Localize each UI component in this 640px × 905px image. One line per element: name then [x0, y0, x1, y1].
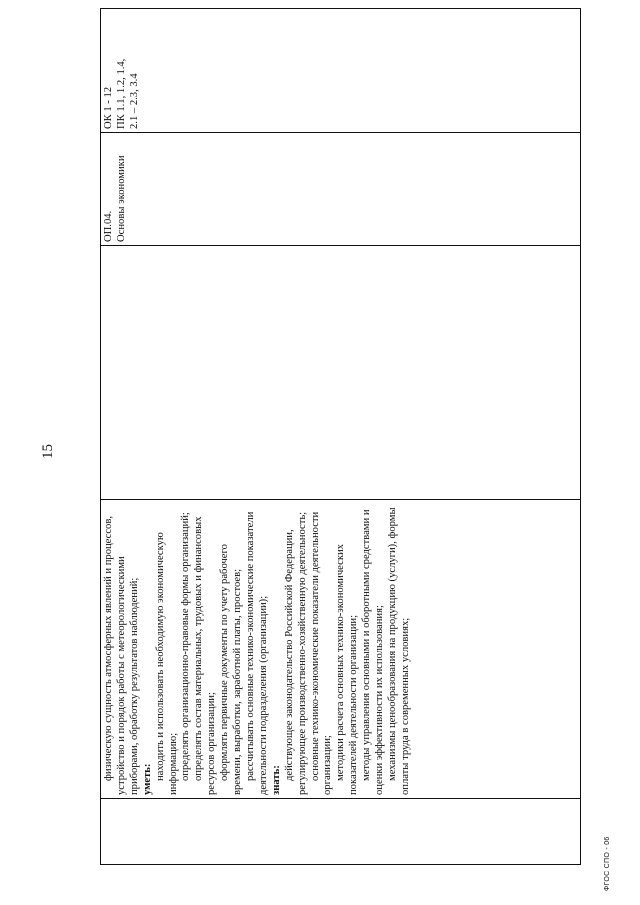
competencies-pk-cont: 2.1 – 2.3, 3.4 [128, 73, 140, 129]
hours-cell [101, 246, 581, 500]
index-cell [101, 799, 581, 865]
content-paragraph: физическую сущность атмосферных явлений и процессов, устройство и порядок работы с метеорологическими приборами, обработку результатов наблюдений; [103, 516, 140, 795]
content-paragraph: оформлять первичные документы по учету рабочего времени, выработки, заработной платы, простоев; [219, 544, 244, 795]
content-paragraph: действующее законодательство Российской Федерации, регулирующее производственно-хозяйственную деятельность; [283, 511, 308, 795]
footer-text: ФГОС СПО - 06 [604, 836, 611, 891]
competencies-ok: ОК 1 - 12 [103, 86, 114, 129]
content-paragraph: рассчитывать основные технико-экономические показатели деятельности подразделения (организации); [244, 511, 269, 795]
curriculum-table [100, 8, 581, 865]
competencies-cell [101, 9, 581, 133]
section-heading: знать: [270, 765, 282, 795]
page-number: 15 [40, 444, 56, 459]
table-row [101, 9, 581, 865]
discipline-cell [101, 133, 581, 246]
content-list [103, 503, 413, 795]
content-paragraph: определять состав материальных, трудовых и финансовых ресурсов организации; [193, 516, 218, 795]
content-cell [101, 500, 581, 799]
discipline-name: Основы экономики [115, 155, 127, 242]
content-paragraph: методики расчета основных технико-экономических показателей деятельности организации; [335, 544, 360, 795]
competencies-pk: ПК 1.1, 1.2, 1.4, [115, 58, 127, 129]
content-paragraph: находить и использовать необходимую экономическую информацию; [154, 532, 179, 795]
content-paragraph: механизмы ценообразования на продукцию (услуги), формы оплаты труда в современных условиях; [386, 507, 411, 795]
section-heading: уметь: [141, 763, 153, 795]
content-paragraph: основные технико-экономические показатели деятельности организации; [309, 511, 334, 795]
discipline-code: ОП.04. [103, 210, 114, 242]
content-paragraph: определять организационно-правовые формы организаций; [180, 512, 192, 781]
content-paragraph: методы управления основными и оборотными средствами и оценки эффективности их использования; [361, 509, 386, 795]
